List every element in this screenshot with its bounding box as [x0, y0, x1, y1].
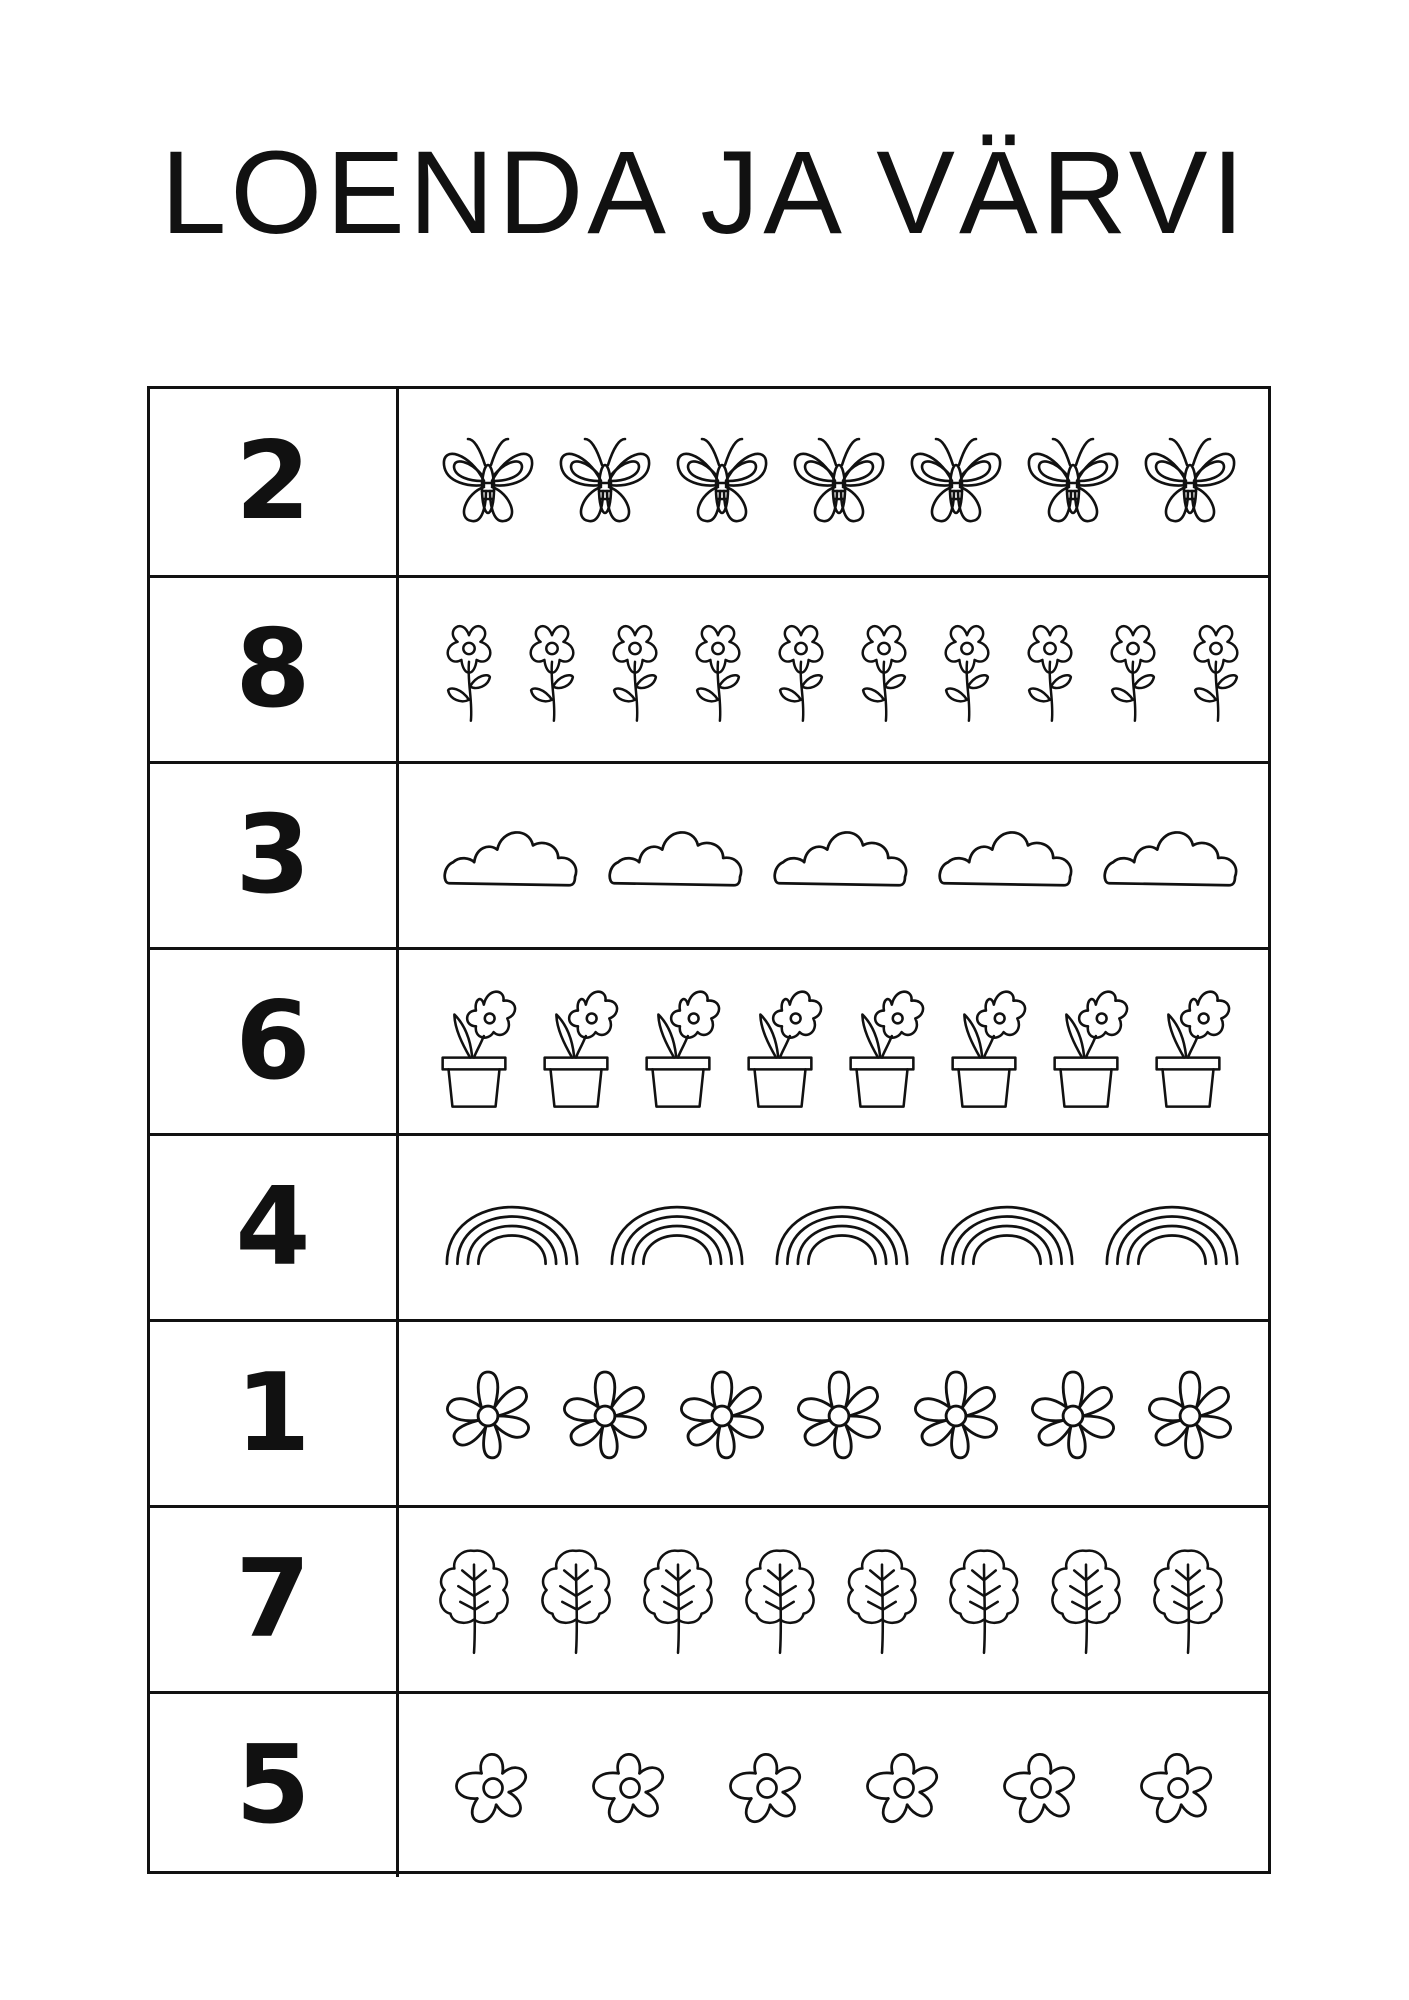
target-number: 6 — [235, 978, 311, 1104]
daisy-icon — [1032, 1372, 1113, 1458]
flower-stem-icon — [946, 626, 989, 721]
blossom-icon — [457, 1754, 526, 1821]
target-number: 7 — [235, 1536, 311, 1662]
number-cell — [150, 950, 399, 1133]
target-number: 8 — [235, 606, 311, 732]
picture-cell — [402, 950, 1268, 1133]
target-number: 2 — [235, 419, 311, 544]
number-cell — [150, 1508, 399, 1691]
blossom-icon — [1005, 1754, 1074, 1821]
picture-strip — [402, 578, 1268, 761]
flower-stem-icon — [531, 626, 574, 721]
butterfly-icon — [795, 439, 883, 521]
number-cell — [150, 764, 399, 947]
blossom-icon — [868, 1754, 937, 1821]
potted-flower-icon — [851, 992, 923, 1107]
picture-cell — [402, 389, 1268, 575]
butterfly-icon — [1029, 439, 1117, 521]
number-cell — [150, 389, 399, 575]
rainbow-icon — [447, 1207, 577, 1264]
flower-stem-icon — [697, 626, 740, 721]
picture-strip — [402, 764, 1268, 947]
flower-stem-icon — [448, 626, 491, 721]
potted-flower-icon — [647, 992, 719, 1107]
picture-strip — [402, 1508, 1268, 1691]
rainbow-icon — [942, 1207, 1072, 1264]
daisy-icon — [564, 1372, 645, 1458]
tree-icon — [848, 1551, 915, 1653]
picture-strip — [402, 1322, 1268, 1505]
daisy-icon — [915, 1372, 996, 1458]
potted-flower-icon — [1157, 992, 1229, 1107]
picture-strip — [402, 1136, 1268, 1319]
cloud-icon — [610, 832, 741, 885]
target-number: 4 — [235, 1164, 311, 1290]
rainbow-icon — [1107, 1207, 1237, 1264]
picture-cell — [402, 764, 1268, 947]
table-row — [150, 947, 1268, 1133]
tree-icon — [950, 1551, 1017, 1653]
table-row — [150, 1691, 1268, 1877]
butterfly-icon — [678, 439, 766, 521]
tree-icon — [1052, 1551, 1119, 1653]
picture-cell — [402, 1694, 1268, 1877]
cloud-icon — [1105, 832, 1236, 885]
flower-stem-icon — [780, 626, 823, 721]
tree-icon — [746, 1551, 813, 1653]
table-row — [150, 389, 1268, 575]
potted-flower-icon — [1055, 992, 1127, 1107]
page-title: LOENDA JA VÄRVI — [160, 127, 1249, 259]
daisy-icon — [798, 1372, 879, 1458]
butterfly-icon — [444, 439, 532, 521]
target-number: 1 — [235, 1350, 311, 1476]
daisy-icon — [1149, 1372, 1230, 1458]
picture-strip — [402, 1694, 1268, 1877]
flower-stem-icon — [1195, 626, 1238, 721]
butterfly-icon — [912, 439, 1000, 521]
potted-flower-icon — [749, 992, 821, 1107]
flower-stem-icon — [863, 626, 906, 721]
potted-flower-icon — [953, 992, 1025, 1107]
butterfly-icon — [561, 439, 649, 521]
potted-flower-icon — [443, 992, 515, 1107]
daisy-icon — [447, 1372, 528, 1458]
rainbow-icon — [777, 1207, 907, 1264]
cloud-icon — [775, 832, 906, 885]
picture-strip — [402, 950, 1268, 1133]
tree-icon — [1154, 1551, 1221, 1653]
flower-stem-icon — [614, 626, 657, 721]
table-row — [150, 1319, 1268, 1505]
blossom-icon — [1142, 1754, 1211, 1821]
number-cell — [150, 1136, 399, 1319]
picture-cell — [402, 578, 1268, 761]
butterfly-icon — [1146, 439, 1234, 521]
flower-stem-icon — [1029, 626, 1072, 721]
target-number: 5 — [235, 1722, 311, 1848]
tree-icon — [440, 1551, 507, 1653]
number-cell — [150, 1322, 399, 1505]
daisy-icon — [681, 1372, 762, 1458]
table-row — [150, 1505, 1268, 1691]
picture-cell — [402, 1508, 1268, 1691]
picture-strip — [402, 389, 1268, 572]
table-row — [150, 575, 1268, 761]
counting-table — [147, 386, 1271, 1874]
table-row — [150, 1133, 1268, 1319]
number-cell — [150, 578, 399, 761]
flower-stem-icon — [1112, 626, 1155, 721]
table-row — [150, 761, 1268, 947]
tree-icon — [542, 1551, 609, 1653]
cloud-icon — [940, 832, 1071, 885]
picture-cell — [402, 1322, 1268, 1505]
target-number: 3 — [235, 792, 311, 918]
cloud-icon — [445, 832, 576, 885]
number-cell — [150, 1694, 399, 1877]
potted-flower-icon — [545, 992, 617, 1107]
rainbow-icon — [612, 1207, 742, 1264]
picture-cell — [402, 1136, 1268, 1319]
blossom-icon — [731, 1754, 800, 1821]
blossom-icon — [594, 1754, 663, 1821]
tree-icon — [644, 1551, 711, 1653]
